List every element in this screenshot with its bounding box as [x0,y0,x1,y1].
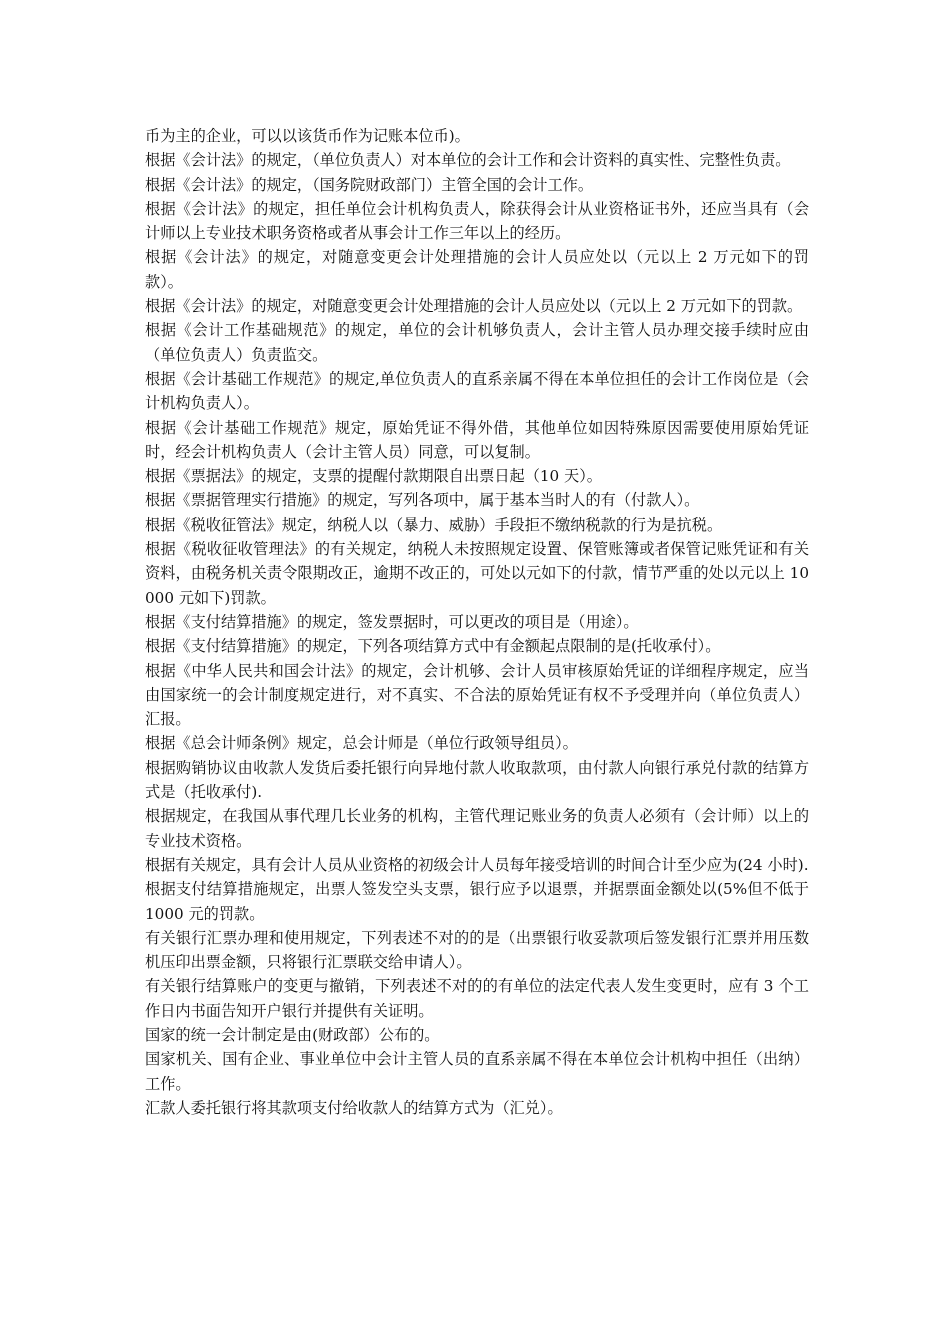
paragraph: 根据规定，在我国从事代理几长业务的机构，主管代理记账业务的负责人必须有（会计师）以上的专业技术资格。 [145,807,809,850]
paragraph: 根据《总会计师条例》规定，总会计师是（单位行政领导组员）。 [145,734,578,753]
paragraph: 根据《会计法》的规定，担任单位会计机构负责人，除获得会计从业资格证书外，还应当具有（会计师以上专业技术职务资格或者从事会计工作三年以上的经历。 [145,199,809,243]
paragraph: 根据《会计基础工作规范》的规定,单位负责人的直系亲属不得在本单位担任的会计工作岗位是（会计机构负责人）。 [145,369,809,413]
document-body [145,124,809,1120]
paragraph: 有关银行结算账户的变更与撤销，下列表述不对的的有单位的法定代表人发生变更时，应有 3 个工作日内书面告知开户银行并提供有关证明。 [145,977,809,1020]
paragraph: 国家的统一会计制定是由(财政部）公布的。 [145,1025,440,1044]
paragraph: 根据《会计法》的规定，（单位负责人）对本单位的会计工作和会计资料的真实性、完整性负责。 [145,151,791,170]
paragraph: 根据《中华人民共和国会计法》的规定，会计机够、会计人员审核原始凭证的详细程序规定，应当由国家统一的会计制度规定进行，对不真实、不合法的原始凭证有权不予受理并向（单位负责人）汇报。 [145,661,809,729]
paragraph: 根据《会计工作基础规范》的规定，单位的会计机够负责人，会计主管人员办理交接手续时应由（单位负责人）负责监交。 [145,321,809,364]
paragraph: 有关银行汇票办理和使用规定，下列表述不对的的是（出票银行收妥款项后签发银行汇票并用压数机压印出票金额，只将银行汇票联交给申请人）。 [145,928,809,972]
paragraph: 根据《支付结算措施》的规定，下列各项结算方式中有金额起点限制的是(托收承付）。 [145,637,721,656]
paragraph: 根据购销协议由收款人发货后委托银行向异地付款人收取款项，由付款人向银行承兑付款的结算方式是（托收承付). [145,758,809,802]
paragraph: 根据支付结算措施规定，出票人签发空头支票，银行应予以退票，并据票面金额处以(5%但不低于 1000 元的罚款。 [145,880,809,923]
paragraph: 根据《支付结算措施》的规定，签发票据时，可以更改的项目是（用途）。 [145,612,639,631]
paragraph: 根据《票据法》的规定，支票的提醒付款期限自出票日起（10 天）。 [145,467,602,486]
paragraph: 根据《会计法》的规定，对随意变更会计处理措施的会计人员应处以（元以上 2 万元如下的罚款）。 [145,248,809,291]
paragraph: 根据《会计基础工作规范》规定，原始凭证不得外借，其他单位如因特殊原因需要使用原始凭证时，经会计机构负责人（会计主管人员）同意，可以复制。 [145,418,809,461]
paragraph: 根据《票据管理实行措施》的规定，写列各项中，属于基本当时人的有（付款人）。 [145,491,700,510]
paragraph: 币为主的企业，可以以该货币作为记账本位币)。 [145,127,470,145]
paragraph: 国家机关、国有企业、事业单位中会计主管人员的直系亲属不得在本单位会计机构中担任（出纳）工作。 [145,1050,809,1093]
paragraph: 根据有关规定，具有会计人员从业资格的初级会计人员每年接受培训的时间合计至少应为(24 小时). [145,855,809,874]
paragraph: 根据《会计法》的规定，对随意变更会计处理措施的会计人员应处以（元以上 2 万元如下的罚款。 [145,297,803,316]
paragraph: 根据《税收征收管理法》的有关规定，纳税人未按照规定设置、保管账簿或者保管记账凭证和有关资料，由税务机关责令限期改正，逾期不改正的，可处以元如下的付款，情节严重的处以元以上 10000 元如下)罚款。 [145,540,809,607]
paragraph: 根据《会计法》的规定，（国务院财政部门）主管全国的会计工作。 [145,175,594,194]
paragraph: 根据《税收征管法》规定，纳税人以（暴力、威胁）手段拒不缴纳税款的行为是抗税。 [145,515,723,534]
paragraph: 汇款人委托银行将其款项支付给收款人的结算方式为（汇兑）。 [145,1098,563,1117]
